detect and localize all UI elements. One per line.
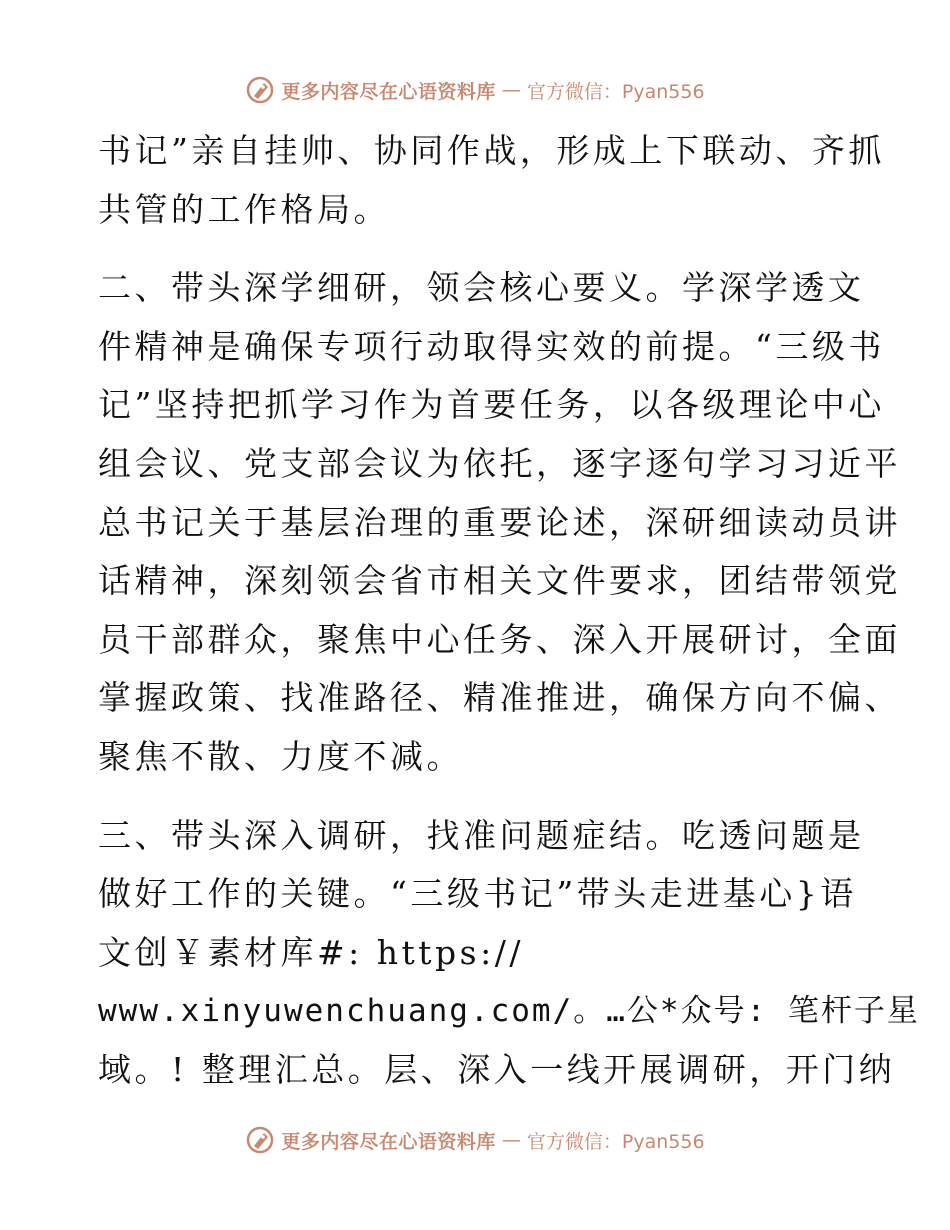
body-line: 书记”亲自挂帅、协同作战，形成上下联动、齐抓 <box>98 131 885 170</box>
watermark-separator: — <box>501 79 521 101</box>
body-line: 件精神是确保专项行动取得实效的前提。“三级书 <box>98 326 885 366</box>
body-line: 共管的工作格局。 <box>98 189 390 229</box>
pen-nib-logo-icon <box>245 1125 275 1155</box>
body-line: www.xinyuwenchuang.com/。…公*众号: 笔杆子星 <box>98 993 920 1030</box>
watermark-contact: 官方微信：Pyan556 <box>526 80 705 103</box>
body-line: 总书记关于基层治理的重要论述，深研细读动员讲 <box>98 502 901 542</box>
watermark-separator: — <box>501 1129 521 1151</box>
body-line: 组会议、党支部会议为依托，逐字逐句学习习近平 <box>98 443 901 483</box>
body-line: 三、带头深入调研，找准问题症结。吃透问题是 <box>98 815 865 855</box>
header-watermark <box>0 70 950 110</box>
body-line: 记”坚持把抓学习作为首要任务，以各级理论中心 <box>98 385 885 425</box>
watermark-contact: 官方微信：Pyan556 <box>526 1130 705 1153</box>
body-line: 员干部群众，聚焦中心任务、深入开展研讨，全面 <box>98 619 901 659</box>
pen-nib-logo-icon <box>245 75 275 105</box>
body-line: 做好工作的关键。“三级书记”带头走进基心}语 <box>98 874 857 914</box>
body-line: 话精神，深刻领会省市相关文件要求，团结带领党 <box>98 561 901 601</box>
body-line: 二、带头深学细研，领会核心要义。学深学透文 <box>98 268 865 308</box>
document-body <box>98 122 920 1100</box>
footer-watermark <box>0 1120 950 1160</box>
body-line: 域。! 整理汇总。层、深入一线开展调研，开门纳 <box>98 1049 896 1089</box>
body-line: 聚焦不散、力度不减。 <box>98 736 463 776</box>
watermark-brand: 更多内容尽在心语资料库 <box>281 1130 496 1153</box>
watermark-brand: 更多内容尽在心语资料库 <box>281 80 496 103</box>
body-line: 文创￥素材库#: https:// <box>98 932 524 972</box>
body-line: 掌握政策、找准路径、精准推进，确保方向不偏、 <box>98 678 901 718</box>
